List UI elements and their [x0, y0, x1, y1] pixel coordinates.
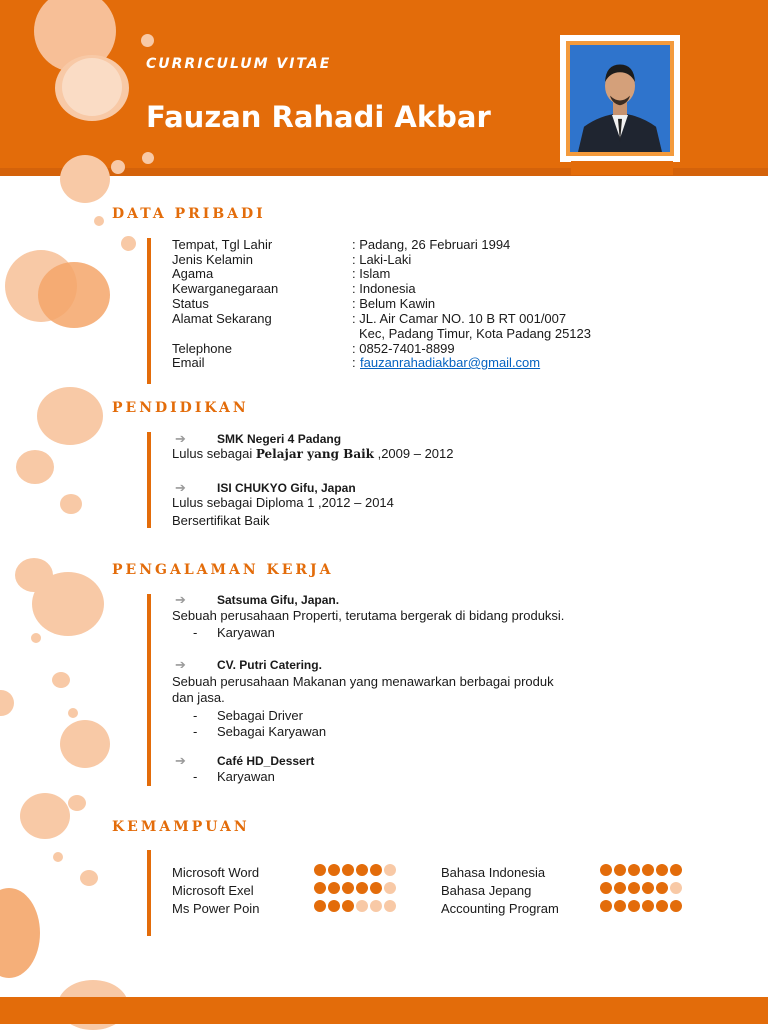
rating-dot-filled — [614, 864, 626, 876]
section-title-pengalaman: PENGALAMAN KERJA — [112, 562, 334, 578]
decor-bubble — [68, 708, 78, 718]
school-desc-suffix: ,2009 – 2012 — [373, 446, 454, 461]
skill-rating — [600, 882, 682, 894]
rating-dot-empty — [670, 882, 682, 894]
rating-dot-filled — [600, 882, 612, 894]
decor-bubble — [0, 690, 14, 716]
rating-dot-filled — [356, 882, 368, 894]
arrow-icon: ➔ — [175, 592, 186, 607]
info-value: : JL. Air Camar NO. 10 B RT 001/007 — [352, 311, 567, 326]
skill-rating — [600, 864, 682, 876]
role-dash: - — [193, 708, 198, 723]
school-name: ISI CHUKYO Gifu, Japan — [217, 481, 356, 495]
info-value: : Laki-Laki — [352, 252, 412, 267]
rating-dot-filled — [328, 864, 340, 876]
rating-dot-filled — [314, 882, 326, 894]
info-label: Status — [172, 296, 209, 311]
role-item: Karyawan — [217, 625, 275, 640]
section-title-data-pribadi: DATA PRIBADI — [112, 206, 266, 222]
info-value-continued: Kec, Padang Timur, Kota Padang 25123 — [359, 326, 592, 341]
info-label: Tempat, Tgl Lahir — [172, 237, 273, 252]
skill-rating — [314, 882, 396, 894]
rating-dot-empty — [384, 864, 396, 876]
decor-bubble — [0, 888, 40, 978]
rating-dot-filled — [656, 864, 668, 876]
rating-dot-filled — [328, 882, 340, 894]
section-bar — [147, 432, 151, 528]
rating-dot-filled — [628, 864, 640, 876]
rating-dot-filled — [314, 864, 326, 876]
profile-photo-border — [566, 41, 674, 156]
section-title-pendidikan: PENDIDIKAN — [112, 400, 249, 416]
info-label: Email — [172, 355, 205, 370]
skill-rating — [314, 864, 396, 876]
rating-dot-filled — [628, 882, 640, 894]
school-desc — [172, 446, 454, 461]
decor-bubble — [32, 572, 104, 636]
info-label: Agama — [172, 266, 214, 281]
decor-bubble — [38, 262, 110, 328]
decor-bubble — [20, 793, 70, 839]
decor-bubble — [60, 720, 110, 768]
role-item: Sebagai Karyawan — [217, 724, 327, 739]
section-bar — [147, 238, 151, 384]
info-value: : 0852-7401-8899 — [352, 341, 455, 356]
info-label: Kewarganegaraan — [172, 281, 279, 296]
role-dash: - — [193, 769, 198, 784]
decor-bubble — [37, 387, 103, 445]
email-link[interactable]: fauzanrahadiakbar@gmail.com — [360, 355, 541, 370]
rating-dot-filled — [656, 900, 668, 912]
rating-dot-filled — [670, 864, 682, 876]
decor-bubble — [141, 34, 154, 47]
cv-label: CURRICULUM VITAE — [146, 56, 332, 72]
info-label: Alamat Sekarang — [172, 311, 272, 326]
company-desc: Sebuah perusahaan Properti, terutama bergerak di bidang produksi. — [172, 608, 565, 623]
arrow-icon: ➔ — [175, 431, 186, 446]
info-label: Telephone — [172, 341, 232, 356]
rating-dot-filled — [600, 900, 612, 912]
rating-dot-empty — [384, 900, 396, 912]
section-bar — [147, 594, 151, 786]
decor-bubble — [111, 160, 125, 174]
person-photo-icon — [570, 45, 670, 152]
rating-dot-filled — [314, 900, 326, 912]
rating-dot-filled — [342, 900, 354, 912]
section-title-kemampuan: KEMAMPUAN — [112, 819, 250, 835]
school-extra: Bersertifikat Baik — [172, 513, 270, 528]
info-value: : Indonesia — [352, 281, 416, 296]
decor-bubble — [31, 633, 41, 643]
skill-name: Microsoft Word — [172, 865, 260, 880]
candidate-name: Fauzan Rahadi Akbar — [146, 100, 491, 134]
rating-dot-filled — [642, 900, 654, 912]
company-name: CV. Putri Catering. — [217, 658, 322, 672]
decor-bubble — [80, 870, 98, 886]
company-name: Satsuma Gifu, Japan. — [217, 593, 340, 607]
arrow-icon: ➔ — [175, 753, 186, 768]
info-value: : Padang, 26 Februari 1994 — [352, 237, 511, 252]
decor-bubble — [60, 155, 110, 203]
arrow-icon: ➔ — [175, 657, 186, 672]
rating-dot-filled — [370, 882, 382, 894]
rating-dot-filled — [642, 864, 654, 876]
rating-dot-filled — [656, 882, 668, 894]
decor-bubble — [62, 58, 122, 116]
decor-bubble — [142, 152, 154, 164]
info-value: : — [352, 355, 356, 370]
school-desc-bold: Pelajar yang Baik — [255, 447, 374, 461]
skill-rating — [314, 900, 396, 912]
skill-rating — [600, 900, 682, 912]
skill-name: Microsoft Exel — [172, 883, 254, 898]
rating-dot-filled — [614, 900, 626, 912]
rating-dot-filled — [356, 864, 368, 876]
school-desc-prefix: Lulus sebagai — [172, 446, 256, 461]
rating-dot-empty — [370, 900, 382, 912]
skill-name: Bahasa Indonesia — [441, 865, 546, 880]
skill-name: Ms Power Poin — [172, 901, 260, 916]
school-desc: Lulus sebagai Diploma 1 ,2012 – 2014 — [172, 495, 394, 510]
rating-dot-filled — [642, 882, 654, 894]
decor-bubble — [60, 494, 82, 514]
footer-band — [0, 997, 768, 1024]
photo-tab — [571, 161, 673, 175]
profile-photo — [570, 45, 670, 152]
role-item: Sebagai Driver — [217, 708, 303, 723]
rating-dot-filled — [670, 900, 682, 912]
section-bar — [147, 850, 151, 936]
school-name: SMK Negeri 4 Padang — [217, 432, 342, 446]
skill-name: Accounting Program — [441, 901, 559, 916]
info-value: : Belum Kawin — [352, 296, 436, 311]
rating-dot-filled — [328, 900, 340, 912]
info-value: : Islam — [352, 266, 391, 281]
company-desc: dan jasa. — [172, 690, 225, 705]
skill-name: Bahasa Jepang — [441, 883, 532, 898]
decor-bubble — [94, 216, 104, 226]
rating-dot-filled — [342, 864, 354, 876]
decor-bubble — [68, 795, 86, 811]
decor-bubble — [52, 672, 70, 688]
role-item: Karyawan — [217, 769, 275, 784]
role-dash: - — [193, 724, 198, 739]
decor-bubble — [121, 236, 136, 251]
rating-dot-empty — [384, 882, 396, 894]
rating-dot-filled — [370, 864, 382, 876]
decor-bubble — [53, 852, 63, 862]
rating-dot-empty — [356, 900, 368, 912]
arrow-icon: ➔ — [175, 480, 186, 495]
decor-bubble — [16, 450, 54, 484]
company-name: Café HD_Dessert — [217, 754, 315, 768]
rating-dot-filled — [628, 900, 640, 912]
rating-dot-filled — [342, 882, 354, 894]
company-desc: Sebuah perusahaan Makanan yang menawarkan berbagai produk — [172, 674, 554, 689]
rating-dot-filled — [614, 882, 626, 894]
rating-dot-filled — [600, 864, 612, 876]
info-label: Jenis Kelamin — [172, 252, 253, 267]
profile-photo-frame — [560, 35, 680, 162]
role-dash: - — [193, 625, 198, 640]
